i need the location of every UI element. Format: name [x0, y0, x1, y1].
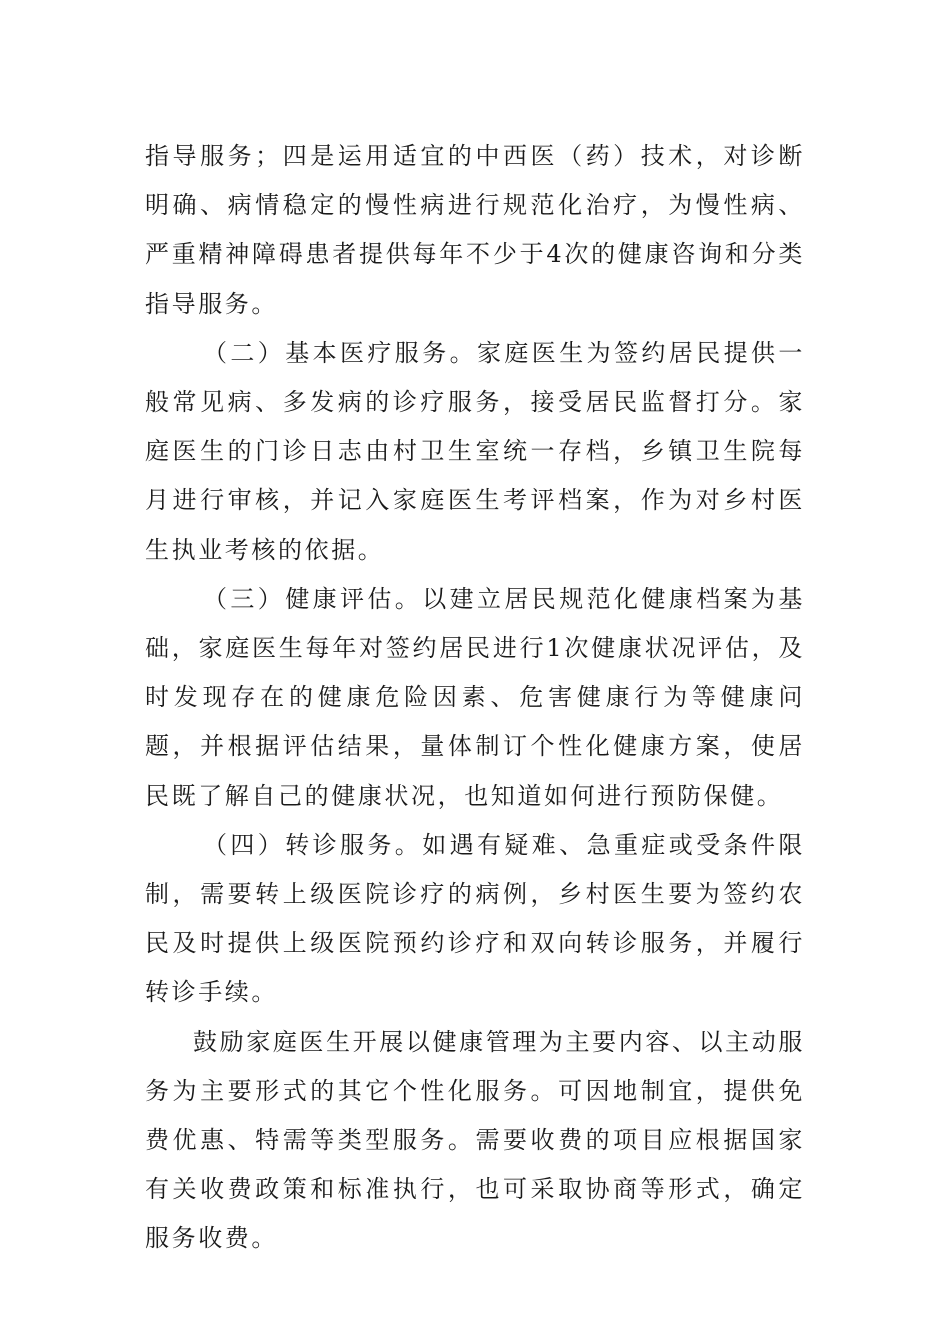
- paragraph-personalized-service: 鼓励家庭医生开展以健康管理为主要内容、以主动服务为主要形式的其它个性化服务。可因地制宜，提供免费优惠、特需等类型服务。需要收费的项目应根据国家有关收费政策和标准执行，也可采取协商等形式，确定服务收费。: [145, 1027, 805, 1253]
- document-body: [145, 132, 805, 1264]
- paragraph-continued-guidance: 指导服务；四是运用适宜的中西医（药）技术，对诊断明确、病情稳定的慢性病进行规范化治疗，为慢性病、严重精神障碍患者提供每年不少于4次的健康咨询和分类指导服务。: [145, 142, 805, 318]
- paragraph-health-assessment: （三）健康评估。以建立居民规范化健康档案为基础，家庭医生每年对签约居民进行1次健康状况评估，及时发现存在的健康危险因素、危害健康行为等健康问题，并根据评估结果，量体制订个性化健康方案，使居民既了解自己的健康状况，也知道如何进行预防保健。: [145, 584, 805, 810]
- paragraph-basic-medical-service: （二）基本医疗服务。家庭医生为签约居民提供一般常见病、多发病的诊疗服务，接受居民监督打分。家庭医生的门诊日志由村卫生室统一存档，乡镇卫生院每月进行审核，并记入家庭医生考评档案，作为对乡村医生执业考核的依据。: [145, 338, 805, 564]
- paragraph-referral-service: （四）转诊服务。如遇有疑难、急重症或受条件限制，需要转上级医院诊疗的病例，乡村医生要为签约农民及时提供上级医院预约诊疗和双向转诊服务，并履行转诊手续。: [145, 830, 805, 1007]
